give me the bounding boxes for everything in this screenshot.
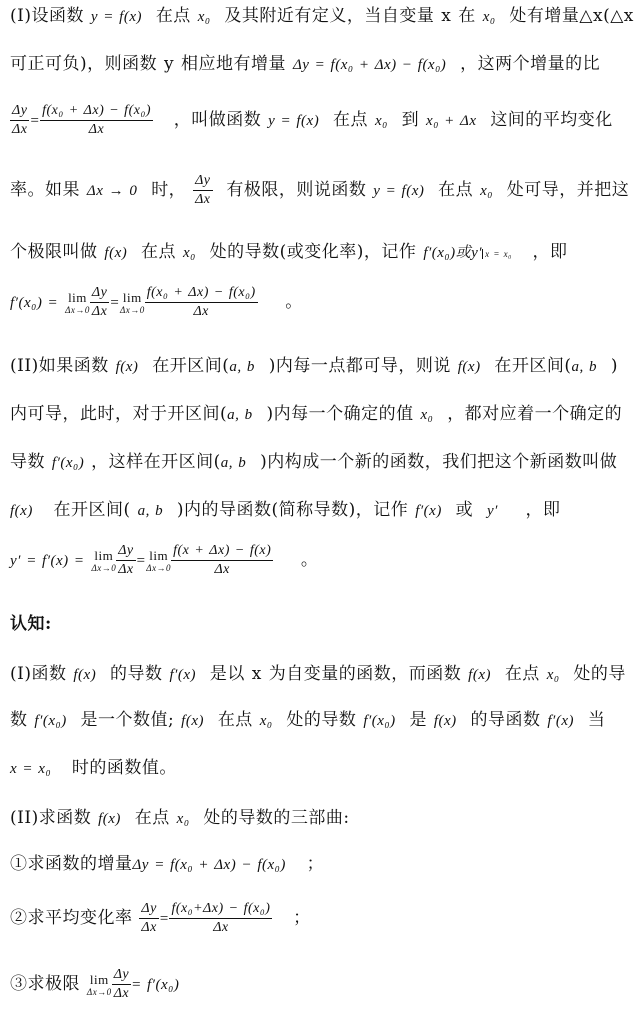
para2-line5: y′ = f′(x) = lim Δx→0 $\frac{\Delta y}{\Delta x}$ = lim Δx→0 $\frac{f(x + \Delta x) - f(x)}{\Delta x}$ 。: [10, 543, 319, 577]
cognition-line1: (I)函数 f(x) 的导数 f′(x) 是以 x 为自变量的函数，而函数 f(x) 在点 x₀ 处的导: [10, 664, 626, 684]
para1-line6: f′(x₀) = lim Δx→0 $\frac{\Delta y}{\Delta x}$ = lim Δx→0 $\frac{\text{f(x₀ + Δx) − f(x₀)}}{\Delta x}$ 。: [10, 285, 303, 319]
section-title-cognition: 认知:: [10, 614, 52, 634]
para1-line3: $\frac{\Delta y}{\Delta x}$ = $\frac{\text{f(x₀ + Δx) − f(x₀)}}{\Delta x}$ ，叫做函数 y = f(x) 在点 x₀ 到 x₀ + Δx 这间的平均变化: [12, 103, 613, 137]
fraction-dy-dx: $\frac{\Delta y}{\Delta x}$: [12, 103, 28, 137]
para1-line5: 个极限叫做 f(x) 在点 x₀ 处的导数(或变化率)，记作 f′(x₀)或y′ x = x₀ ，即: [10, 242, 568, 262]
formula-delta-y: Δy = f(x₀ + Δx) − f(x₀): [292, 57, 447, 73]
para2-line1: (II)如果函数 f(x) 在开区间(a, b )内每一点都可导，则说 f(x) 在开区间(a, b ): [10, 356, 618, 376]
formula-derivative-notation: f′(x₀)或y′: [423, 245, 483, 261]
step-1: ①求函数的增量Δy = f(x₀ + Δx) − f(x₀) ；: [10, 854, 325, 874]
para2-line3: 导数 f′(x₀) ，这样在开区间(a, b )内构成一个新的函数，我们把这个新函数叫做: [10, 452, 618, 472]
formula-x0: x₀: [482, 9, 496, 25]
formula-fprime-x0: f′(x₀) =: [10, 295, 59, 311]
para2-line2: 内可导，此时，对于开区间(a, b )内每一个确定的值 x₀ ，都对应着一个确定的: [10, 404, 623, 424]
fraction-difference-quotient: $\frac{\text{f(x₀ + Δx) − f(x₀)}}{\Delta x}$: [42, 103, 151, 137]
limit-operator: lim Δx→0: [91, 547, 117, 573]
step-2: ②求平均变化率 $\frac{\Delta y}{\Delta x}$ = $\frac{\text{f(x₀+Δx) − f(x₀)}}{\Delta x}$ ；: [10, 901, 311, 935]
para1-line1: (I)设函数 y = f(x) 在点 x₀ 及其附近有定义，当自变量 x 在 x₀ 处有增量△x(△x: [10, 6, 634, 26]
formula-y-eq-fx: y = f(x): [90, 9, 142, 25]
cognition-line2: 数 f′(x₀) 是一个数值; f(x) 在点 x₀ 处的导数 f′(x₀) 是 f(x) 的导函数 f′(x) 当: [10, 710, 606, 730]
limit-operator: lim Δx→0: [146, 547, 172, 573]
step-3: ③求极限 lim Δx→0 $\frac{\Delta y}{\Delta x}$ = f′(x₀): [10, 967, 180, 1001]
formula-x0: x₀: [197, 9, 211, 25]
limit-operator: lim Δx→0: [65, 289, 90, 315]
limit-operator: lim Δx→0: [86, 971, 112, 997]
fraction-dy-dx: $\frac{\Delta y}{\Delta x}$: [195, 173, 211, 207]
formula-yprime: y′ = f′(x) =: [10, 553, 85, 569]
para2-line4: f(x) 在开区间( a, b )内的导函数(简称导数)，记作 f′(x) 或 y′ ，即: [10, 500, 561, 520]
cognition-line4: (II)求函数 f(x) 在点 x₀ 处的导数的三部曲:: [10, 808, 350, 828]
limit-operator: lim Δx→0: [119, 289, 145, 315]
para1-line2: 可正可负)，则函数 y 相应地有增量 Δy = f(x₀ + Δx) − f(x₀) ，这两个增量的比: [10, 54, 601, 74]
cognition-line3: x = x₀ 时的函数值。: [10, 758, 177, 778]
para1-line4: 率。如果 Δx → 0 时， $\frac{\Delta y}{\Delta x}$ 有极限，则说函数 y = f(x) 在点 x₀ 处可导，并把这: [10, 173, 630, 207]
